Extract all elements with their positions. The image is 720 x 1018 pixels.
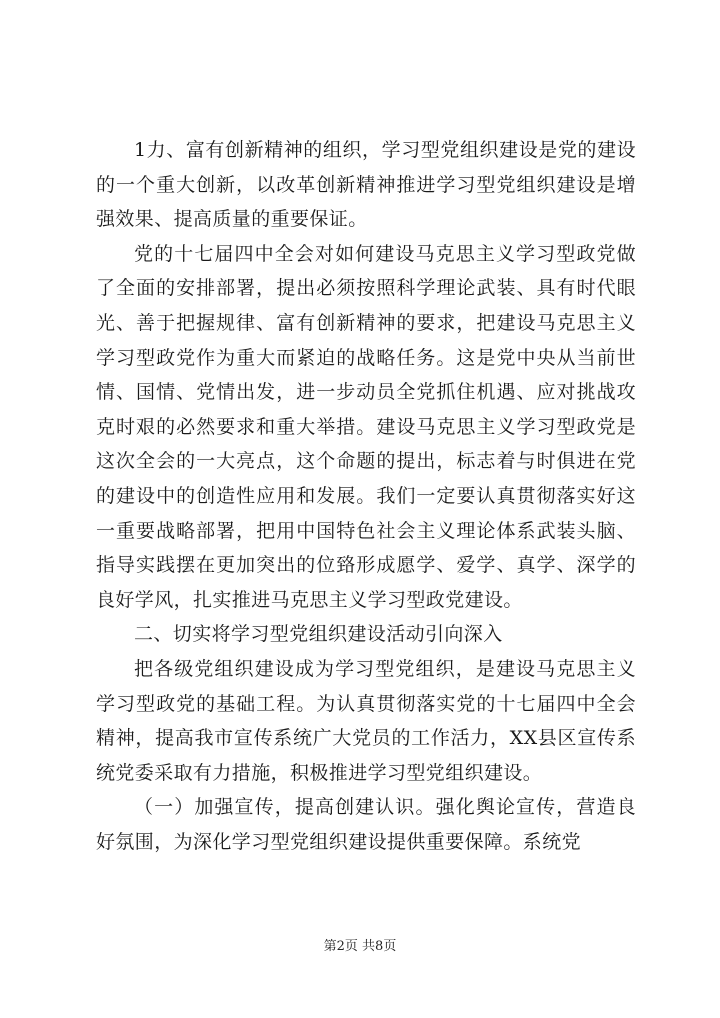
page-footer: 第2页 共8页 xyxy=(323,939,397,954)
paragraph-3: 把各级党组织建设成为学习型党组织，是建设马克思主义学习型政党的基础工程。为认真贯彻落实党的十七届四中全会精神，提高我市宣传系统广大党员的工作活力，XX县区宣传系统党委采取有力措施，积极推进学习型党组织建设。 xyxy=(96,657,636,784)
document-body xyxy=(96,133,636,859)
section-heading-2: 二、切实将学习型党组织建设活动引向深入 xyxy=(134,623,503,646)
paragraph-2: 党的十七届四中全会对如何建设马克思主义学习型政党做了全面的安排部署，提出必须按照科学理论武装、具有时代眼光、善于把握规律、富有创新精神的要求，把建设马克思主义学习型政党作为重大而紧迫的战略任务。这是党中央从当前世情、国情、党情出发，进一步动员全党抓住机遇、应对挑战攻克时艰的必然要求和重大举措。建设马克思主义学习型政党是这次全会的一大亮点，这个命题的提出，标志着与时俱进在党的建设中的创造性应用和发展。我们一定要认真贯彻落实好这一重要战略部署，把用中国特色社会主义理论体系武装头脑、指导实践摆在更加突出的位臵形成愿学、爱学、真学、深学的良好学风，扎实推进马克思主义学习型政党建设。 xyxy=(96,242,636,611)
paragraph-1: 1力、富有创新精神的组织，学习型党组织建设是党的建设的一个重大创新，以改革创新精神推进学习型党组织建设是增强效果、提高质量的重要保证。 xyxy=(96,139,636,231)
paragraph-4: （一）加强宣传，提高创建认识。强化舆论宣传，营造良好氛围，为深化学习型党组织建设提供重要保障。系统党 xyxy=(96,796,636,853)
